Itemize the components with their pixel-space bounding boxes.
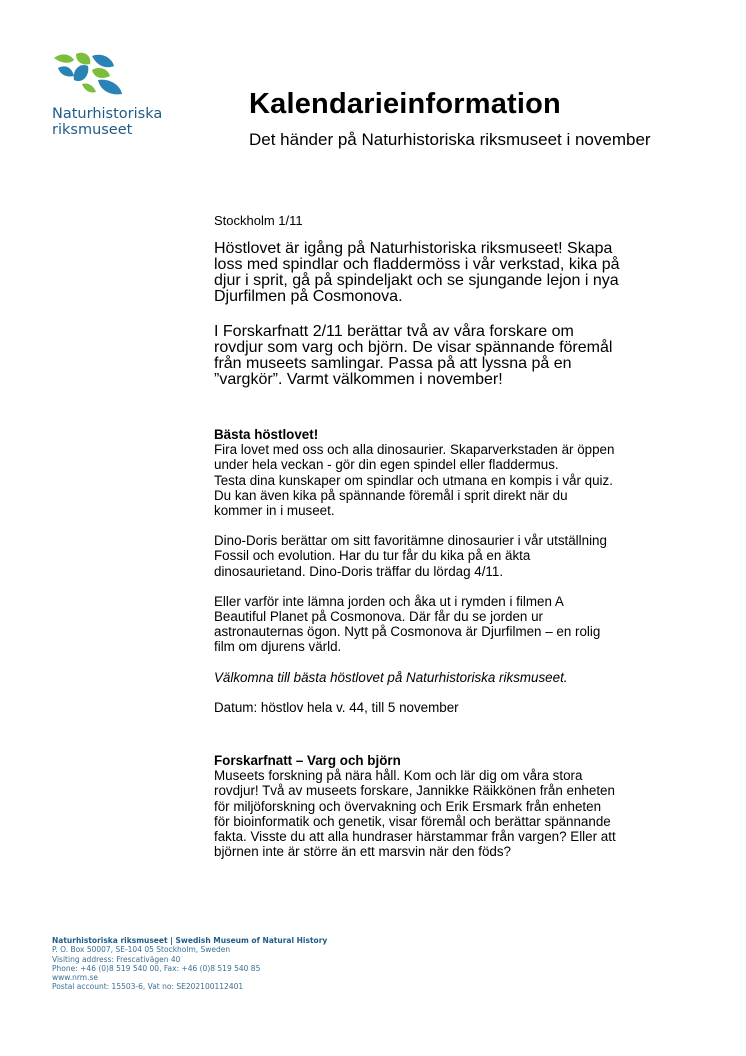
lead-p2-line: ”vargkör”. Varmt välkommen i november! [214,371,503,388]
lead-p1-line: Höstlovet är igång på Naturhistoriska riksmuseet! Skapa [214,240,613,257]
footer-address: P. O. Box 50007, SE-104 05 Stockholm, Sweden [52,945,231,955]
text-line: kommer in i museet. [214,503,335,519]
dateline: Stockholm 1/11 [214,213,303,228]
text-line: rovdjur! Två av museets forskare, Jannikke Räikkönen från enheten [214,783,615,799]
leaf-logo-icon [52,50,124,100]
text-line: Testa dina kunskaper om spindlar och utmana en kompis i vår quiz. [214,472,613,488]
text-line: Fira lovet med oss och alla dinosaurier. Skaparverkstaden är öppen [214,442,615,458]
section-hostlov [214,427,674,715]
welcome-line: Välkomna till bästa höstlovet på Naturhistoriska riksmuseet. [214,669,568,685]
lead-paragraph-2 [214,324,674,388]
lead-paragraph-1 [214,241,674,305]
logo-line-2: riksmuseet [52,122,133,138]
lead-p2-line: rovdjur som varg och björn. De visar spännande föremål [214,339,613,356]
text-line: för bioinformatik och genetik, visar föremål och berättar spännande [214,813,611,829]
logo-line-1: Naturhistoriska [52,106,163,122]
text-line: film om djurens värld. [214,639,342,655]
footer-web-link[interactable]: www.nrm.se [52,973,99,983]
text-line: Dino-Doris berättar om sitt favoritämne dinosaurier i vår utställning [214,533,607,549]
text-line: dinosaurietand. Dino-Doris träffar du lördag 4/11. [214,563,504,579]
footer-postal: Postal account: 15503-6, Vat no: SE202100112401 [52,982,244,992]
section1-paragraph-1 [214,442,674,518]
section-heading: Forskarfnatt – Varg och björn [214,753,401,768]
footer-org: Naturhistoriska riksmuseet | Swedish Museum of Natural History [52,936,328,945]
page-title: Kalendarieinformation [249,88,561,120]
lead-p2-line: från museets samlingar. Passa på att lyssna på en [214,355,572,372]
text-line: Du kan även kika på spännande föremål i sprit direkt när du [214,487,568,503]
section1-paragraph-3 [214,594,674,655]
footer-phone: Phone: +46 (0)8 519 540 00, Fax: +46 (0)8 519 540 85 [52,963,261,973]
lead-p1-line: Djurfilmen på Cosmonova. [214,288,403,305]
lead-p2-line: I Forskarfnatt 2/11 berättar två av våra forskare om [214,323,574,340]
text-line: Museets forskning på nära håll. Kom och lär dig om våra stora [214,768,583,784]
text-line: Eller varför inte lämna jorden och åka ut i rymden i filmen A [214,593,564,609]
page-subtitle: Det händer på Naturhistoriska riksmuseet i november [249,130,651,149]
footer-visiting: Visiting address: Frescativägen 40 [52,954,181,964]
text-line: astronauternas ögon. Nytt på Cosmonova är Djurfilmen – en rolig [214,624,601,640]
museum-logo [52,50,162,138]
text-line: Fossil och evolution. Har du tur får du kika på en äkta [214,548,531,564]
section-forskarfnatt [214,753,674,859]
lead-p1-line: loss med spindlar och fladdermöss i vår verkstad, kika på [214,256,620,273]
footer [52,936,327,992]
lead-p1-line: djur i sprit, gå på spindeljakt och se sjungande lejon i nya [214,272,619,289]
section-heading: Bästa höstlovet! [214,427,319,442]
section1-paragraph-2 [214,533,674,579]
text-line: fakta. Visste du att alla hundraser härstammar från vargen? Eller att [214,829,616,845]
text-line: under hela veckan - gör din egen spindel eller fladdermus. [214,457,559,473]
text-line: för miljöforskning och övervakning och Erik Ersmark från enheten [214,798,602,814]
date-line: Datum: höstlov hela v. 44, till 5 november [214,699,459,715]
text-line: björnen inte är större än ett marsvin när den föds? [214,844,511,860]
section2-paragraph [214,768,674,859]
text-line: Beautiful Planet på Cosmonova. Där får du se jorden ur [214,609,543,625]
